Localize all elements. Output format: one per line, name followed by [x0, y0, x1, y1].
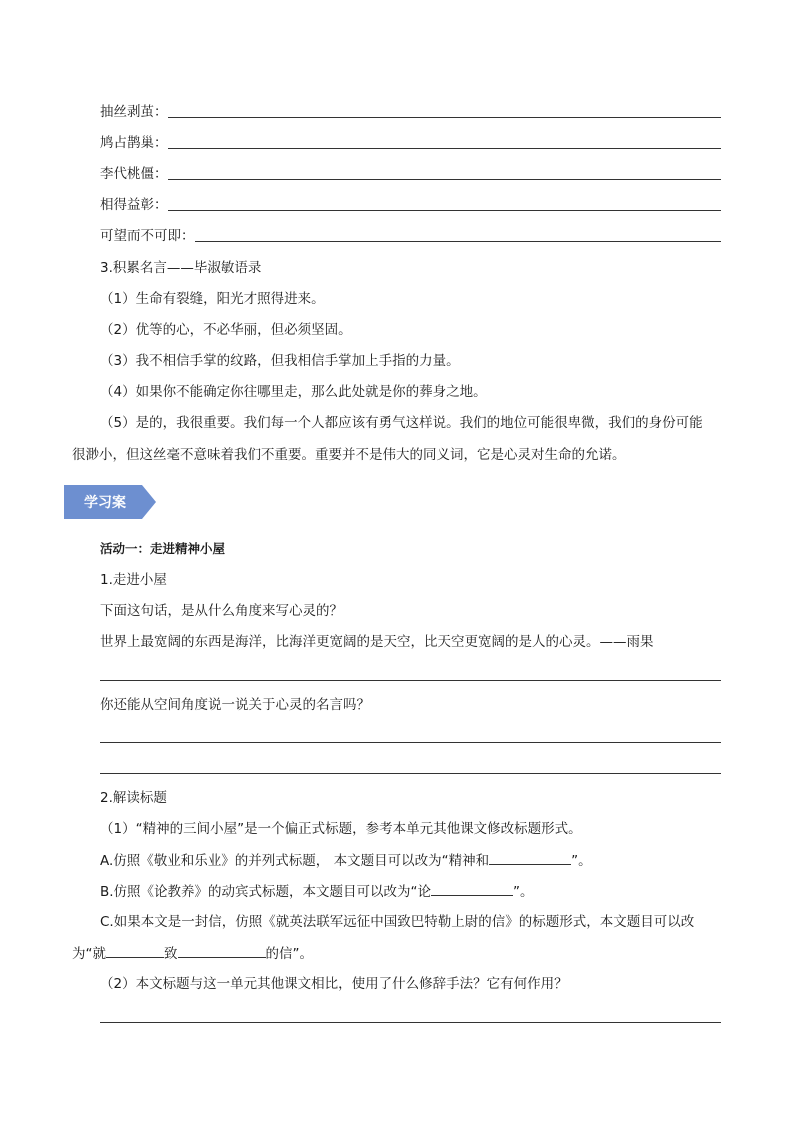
idiom-term: 可望而不可即： — [100, 228, 195, 244]
fill-blank[interactable] — [431, 881, 513, 896]
option-b-suffix: ”。 — [513, 884, 534, 900]
answer-line[interactable] — [100, 680, 721, 681]
option-a-suffix: ”。 — [571, 853, 592, 869]
option-b-prefix: B.仿照《论教养》的动宾式标题，本文题目可以改为“论 — [100, 884, 432, 900]
banner-label: 学习案 — [84, 495, 126, 511]
question-text: （1）“精神的三间小屋”是一个偏正式标题，参考本单元其他课文修改标题形式。 — [100, 821, 582, 837]
option-a-prefix: A.仿照《敬业和乐业》的并列式标题， 本文题目可以改为“精神和 — [100, 853, 490, 869]
fill-blank[interactable] — [489, 850, 571, 865]
question-text: 下面这句话，是从什么角度来写心灵的？ — [100, 603, 343, 619]
answer-line[interactable] — [100, 1022, 721, 1023]
answer-line[interactable] — [168, 179, 722, 180]
answer-line[interactable] — [195, 241, 722, 242]
answer-line[interactable] — [168, 148, 722, 149]
subsection-heading: 1.走进小屋 — [100, 572, 167, 588]
quote-text: 世界上最宽阔的东西是海洋，比海洋更宽阔的是天空，比天空更宽阔的是人的心灵。——雨果 — [100, 634, 654, 650]
option-c-line1: C.如果本文是一封信，仿照《就英法联军远征中国致巴特勒上尉的信》的标题形式，本文题目可以改 — [100, 914, 695, 930]
option-a — [100, 850, 592, 871]
idiom-row — [100, 226, 721, 246]
quote-item: （4）如果你不能确定你往哪里走，那么此处就是你的葬身之地。 — [100, 384, 487, 400]
option-b — [100, 881, 534, 902]
option-c-prefix: 为“就 — [72, 946, 106, 962]
quote-item: （5）是的，我很重要。我们每一个人都应该有勇气这样说。我们的地位可能很卑微，我们的身份可能 — [100, 415, 703, 431]
option-c-line2 — [72, 943, 313, 964]
activity-title: 活动一：走进精神小屋 — [100, 541, 226, 556]
answer-line[interactable] — [100, 773, 721, 774]
idiom-term: 鸠占鹊巢： — [100, 135, 168, 151]
quote-item-continued: 很渺小，但这丝毫不意味着我们不重要。重要并不是伟大的同义词，它是心灵对生命的允诺。 — [72, 447, 626, 463]
idiom-row — [100, 195, 721, 215]
quote-item: （1）生命有裂缝，阳光才照得进来。 — [100, 291, 325, 307]
quotes-heading: 3.积累名言——毕淑敏语录 — [100, 260, 262, 276]
subsection-heading: 2.解读标题 — [100, 790, 167, 806]
answer-line[interactable] — [100, 742, 721, 743]
idiom-row — [100, 102, 721, 122]
fill-blank[interactable] — [106, 943, 164, 958]
idiom-row — [100, 133, 721, 153]
quote-item: （3）我不相信手掌的纹路，但我相信手掌加上手指的力量。 — [100, 353, 460, 369]
fill-blank[interactable] — [178, 943, 266, 958]
idiom-term: 抽丝剥茧： — [100, 104, 168, 120]
idiom-row — [100, 164, 721, 184]
answer-line[interactable] — [168, 210, 722, 211]
idiom-term: 相得益彰： — [100, 197, 168, 213]
idiom-term: 李代桃僵： — [100, 166, 168, 182]
section-banner — [64, 485, 156, 519]
option-c-mid: 致 — [164, 946, 178, 962]
question-text: （2）本文标题与这一单元其他课文相比，使用了什么修辞手法？它有何作用？ — [100, 976, 568, 992]
question-text: 你还能从空间角度说一说关于心灵的名言吗？ — [100, 697, 370, 713]
answer-line[interactable] — [168, 117, 722, 118]
quote-item: （2）优等的心，不必华丽，但必须坚固。 — [100, 322, 352, 338]
option-c-suffix: 的信”。 — [265, 946, 313, 962]
